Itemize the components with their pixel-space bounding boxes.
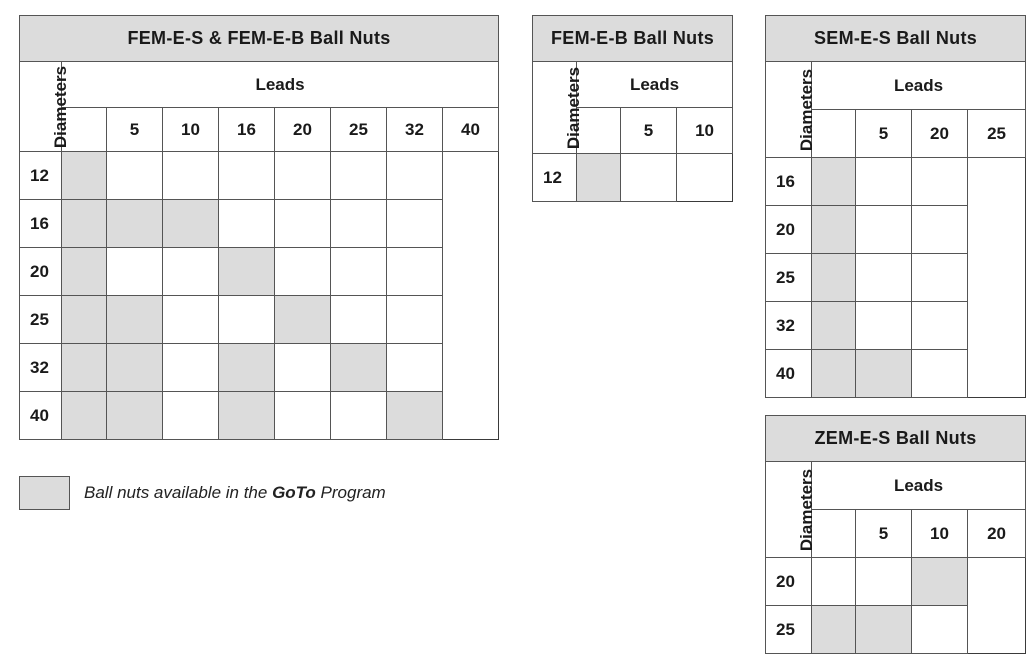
unavailable-cell	[219, 200, 275, 248]
diameter-row	[20, 248, 499, 296]
diameter-label: 25	[766, 606, 812, 654]
diameter-label: 25	[766, 254, 812, 302]
unavailable-cell	[387, 344, 443, 392]
unavailable-cell	[331, 200, 387, 248]
unavailable-cell	[275, 392, 331, 440]
available-cell	[62, 296, 107, 344]
table-title: SEM-E-S Ball Nuts	[766, 16, 1026, 62]
unavailable-cell	[812, 558, 856, 606]
lead-header: 16	[219, 108, 275, 152]
unavailable-cell	[331, 392, 387, 440]
diameter-row	[533, 154, 733, 202]
leads-axis-label: Leads	[812, 462, 1026, 510]
leads-axis-label: Leads	[812, 62, 1026, 110]
available-cell	[62, 200, 107, 248]
available-cell	[331, 344, 387, 392]
lead-header: 5	[107, 108, 163, 152]
unavailable-cell	[856, 558, 912, 606]
fem-es-eb-table	[19, 15, 499, 440]
diameter-row	[20, 200, 499, 248]
available-cell	[62, 392, 107, 440]
available-cell	[856, 350, 912, 398]
diameter-row	[20, 392, 499, 440]
diameter-label: 32	[20, 344, 62, 392]
lead-header: 10	[912, 510, 968, 558]
available-cell	[812, 158, 856, 206]
diameter-label: 25	[20, 296, 62, 344]
unavailable-cell	[163, 296, 219, 344]
diameter-row	[766, 558, 1026, 606]
table-title: FEM-E-S & FEM-E-B Ball Nuts	[20, 16, 499, 62]
unavailable-cell	[163, 248, 219, 296]
diameter-row	[20, 344, 499, 392]
available-cell	[812, 606, 856, 654]
diameter-label: 20	[766, 206, 812, 254]
available-cell	[219, 248, 275, 296]
unavailable-cell	[331, 248, 387, 296]
diameter-label: 16	[20, 200, 62, 248]
available-cell	[62, 248, 107, 296]
diameter-label: 20	[766, 558, 812, 606]
unavailable-cell	[856, 206, 912, 254]
lead-header: 10	[677, 108, 733, 154]
legend	[19, 476, 386, 510]
sem-es-table	[765, 15, 1026, 398]
diameter-row	[766, 606, 1026, 654]
unavailable-cell	[856, 254, 912, 302]
lead-header: 20	[968, 510, 1026, 558]
unavailable-cell	[275, 344, 331, 392]
diameter-row	[20, 152, 499, 200]
lead-header: 10	[163, 108, 219, 152]
unavailable-cell	[331, 296, 387, 344]
unavailable-cell	[387, 200, 443, 248]
unavailable-cell	[331, 152, 387, 200]
available-cell	[912, 558, 968, 606]
diameters-axis-label: Diameters	[766, 62, 812, 158]
lead-header: 5	[856, 110, 912, 158]
unavailable-cell	[163, 152, 219, 200]
lead-header: 40	[443, 108, 499, 152]
corner-cell	[812, 110, 856, 158]
available-cell	[219, 392, 275, 440]
leads-header-row	[20, 108, 499, 152]
unavailable-cell	[856, 158, 912, 206]
fem-eb-table	[532, 15, 733, 202]
diameter-row	[766, 302, 1026, 350]
lead-header: 5	[621, 108, 677, 154]
unavailable-cell	[912, 158, 968, 206]
diameter-row	[20, 296, 499, 344]
available-cell	[856, 606, 912, 654]
table-title: ZEM-E-S Ball Nuts	[766, 416, 1026, 462]
diameter-label: 40	[766, 350, 812, 398]
legend-swatch	[19, 476, 70, 510]
available-cell	[812, 206, 856, 254]
leads-axis-label: Leads	[62, 62, 499, 108]
diameter-label: 16	[766, 158, 812, 206]
available-cell	[812, 350, 856, 398]
unavailable-cell	[387, 152, 443, 200]
unavailable-cell	[219, 296, 275, 344]
unavailable-cell	[621, 154, 677, 202]
unavailable-cell	[275, 152, 331, 200]
unavailable-cell	[912, 606, 968, 654]
available-cell	[163, 200, 219, 248]
unavailable-cell	[275, 248, 331, 296]
available-cell	[219, 344, 275, 392]
legend-text: Ball nuts available in the GoTo Program	[84, 483, 386, 502]
available-cell	[812, 302, 856, 350]
unavailable-cell	[912, 254, 968, 302]
lead-header: 20	[275, 108, 331, 152]
available-cell	[577, 154, 621, 202]
available-cell	[107, 296, 163, 344]
unavailable-cell	[107, 248, 163, 296]
diameters-axis-label: Diameters	[766, 462, 812, 558]
leads-axis-label: Leads	[577, 62, 733, 108]
diameter-row	[766, 158, 1026, 206]
unavailable-cell	[107, 152, 163, 200]
lead-header: 25	[968, 110, 1026, 158]
diameter-label: 12	[20, 152, 62, 200]
diameters-axis-label: Diameters	[533, 62, 577, 154]
available-cell	[107, 200, 163, 248]
unavailable-cell	[219, 152, 275, 200]
diameter-row	[766, 206, 1026, 254]
available-cell	[812, 254, 856, 302]
unavailable-cell	[163, 392, 219, 440]
unavailable-cell	[387, 248, 443, 296]
unavailable-cell	[912, 350, 968, 398]
diameter-label: 12	[533, 154, 577, 202]
diameters-axis-label: Diameters	[20, 62, 62, 152]
available-cell	[275, 296, 331, 344]
corner-cell	[812, 510, 856, 558]
unavailable-cell	[275, 200, 331, 248]
unavailable-cell	[856, 302, 912, 350]
lead-header: 5	[856, 510, 912, 558]
available-cell	[107, 392, 163, 440]
table-title: FEM-E-B Ball Nuts	[533, 16, 733, 62]
unavailable-cell	[912, 206, 968, 254]
lead-header: 20	[912, 110, 968, 158]
diameter-row	[766, 350, 1026, 398]
diameter-row	[766, 254, 1026, 302]
lead-header: 25	[331, 108, 387, 152]
diameter-label: 20	[20, 248, 62, 296]
lead-header: 32	[387, 108, 443, 152]
unavailable-cell	[163, 344, 219, 392]
unavailable-cell	[387, 296, 443, 344]
diameter-label: 40	[20, 392, 62, 440]
diameter-label: 32	[766, 302, 812, 350]
zem-es-table	[765, 415, 1026, 654]
available-cell	[387, 392, 443, 440]
available-cell	[62, 152, 107, 200]
available-cell	[62, 344, 107, 392]
unavailable-cell	[912, 302, 968, 350]
available-cell	[107, 344, 163, 392]
